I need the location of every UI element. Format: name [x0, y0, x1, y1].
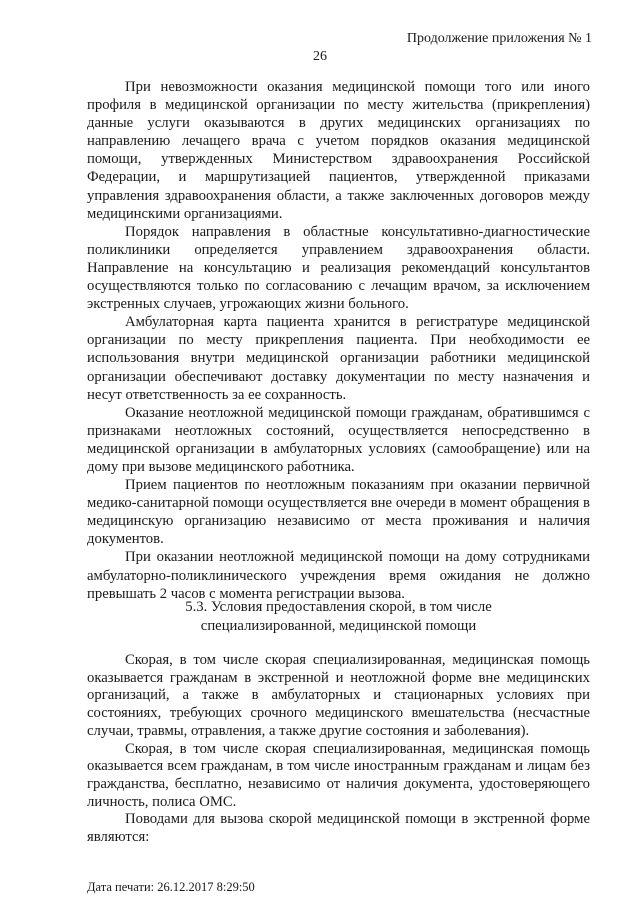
- body-text: [87, 78, 590, 603]
- section-heading-line: 5.3. Условия предоставления скорой, в том числе: [185, 599, 492, 615]
- paragraph: Поводами для вызова скорой медицинской помощи в экстренной форме являются:: [87, 811, 590, 846]
- section-heading: [87, 598, 590, 636]
- paragraph: Прием пациентов по неотложным показаниям при оказании первичной медико-санитарной помощи осуществляется вне очереди в момент обращения в медицинскую организацию независимо от места проживания и наличия документов.: [87, 477, 590, 548]
- paragraph: Амбулаторная карта пациента хранится в регистратуре медицинской организации по месту прикрепления пациента. При необходимости ее использования внутри медицинской организации работники медицинской организации обеспечивают доставку документации по месту назначения и несут ответственность за ее сохранность.: [87, 314, 590, 403]
- section-heading-line: специализированной, медицинской помощи: [200, 618, 477, 634]
- page-number: 26: [313, 49, 327, 64]
- print-date: Дата печати: 26.12.2017 8:29:50: [87, 880, 255, 894]
- paragraph: Порядок направления в областные консультативно-диагностические поликлиники определяется управлением здравоохранения области. Направление на консультацию и реализация рекомендаций консультантов осуществляются только по согласованию с лечащим врачом, за исключением экстренных случаев, угрожающих жизни больного.: [87, 223, 590, 313]
- paragraph: Скорая, в том числе скорая специализированная, медицинская помощь оказывается гражданам в экстренной и неотложной форме вне медицинских организаций, а также в амбулаторных и стационарных условиях при состояниях, требующих срочного медицинского вмешательства (несчастные случаи, травмы, отравления, а также другие состояния и заболевания).: [87, 652, 590, 739]
- paragraph: Скорая, в том числе скорая специализированная, медицинская помощь оказывается всем гражданам, в том числе иностранным гражданам и лицам без гражданства, бесплатно, независимо от наличия документа, удостоверяющего личность, полиса ОМС.: [87, 740, 590, 810]
- paragraph: При невозможности оказания медицинской помощи того или иного профиля в медицинской организации по месту жительства (прикрепления) данные услуги оказываются в других медицинских организациях по направлению лечащего врача с учетом порядков оказания медицинской помощи, утвержденных Министерством здравоохранения Российской Федерации, и маршрутизацией пациентов, утвержденной приказами управления здравоохранения области, а также заключенных договоров между медицинскими организациями.: [87, 79, 590, 222]
- paragraph: При оказании неотложной медицинской помощи на дому сотрудниками амбулаторно-поликлинического учреждения время ожидания не должно превышать 2 часов с момента регистрации вызова.: [87, 549, 590, 602]
- paragraph: Оказание неотложной медицинской помощи гражданам, обратившимся с признаками неотложных состояний, осуществляется непосредственно в медицинской организации в амбулаторных условиях (самообращение) или на дому при вызове медицинского работника.: [87, 404, 590, 475]
- section-body-text: [87, 652, 590, 847]
- appendix-continuation-note: Продолжение приложения № 1: [406, 31, 592, 46]
